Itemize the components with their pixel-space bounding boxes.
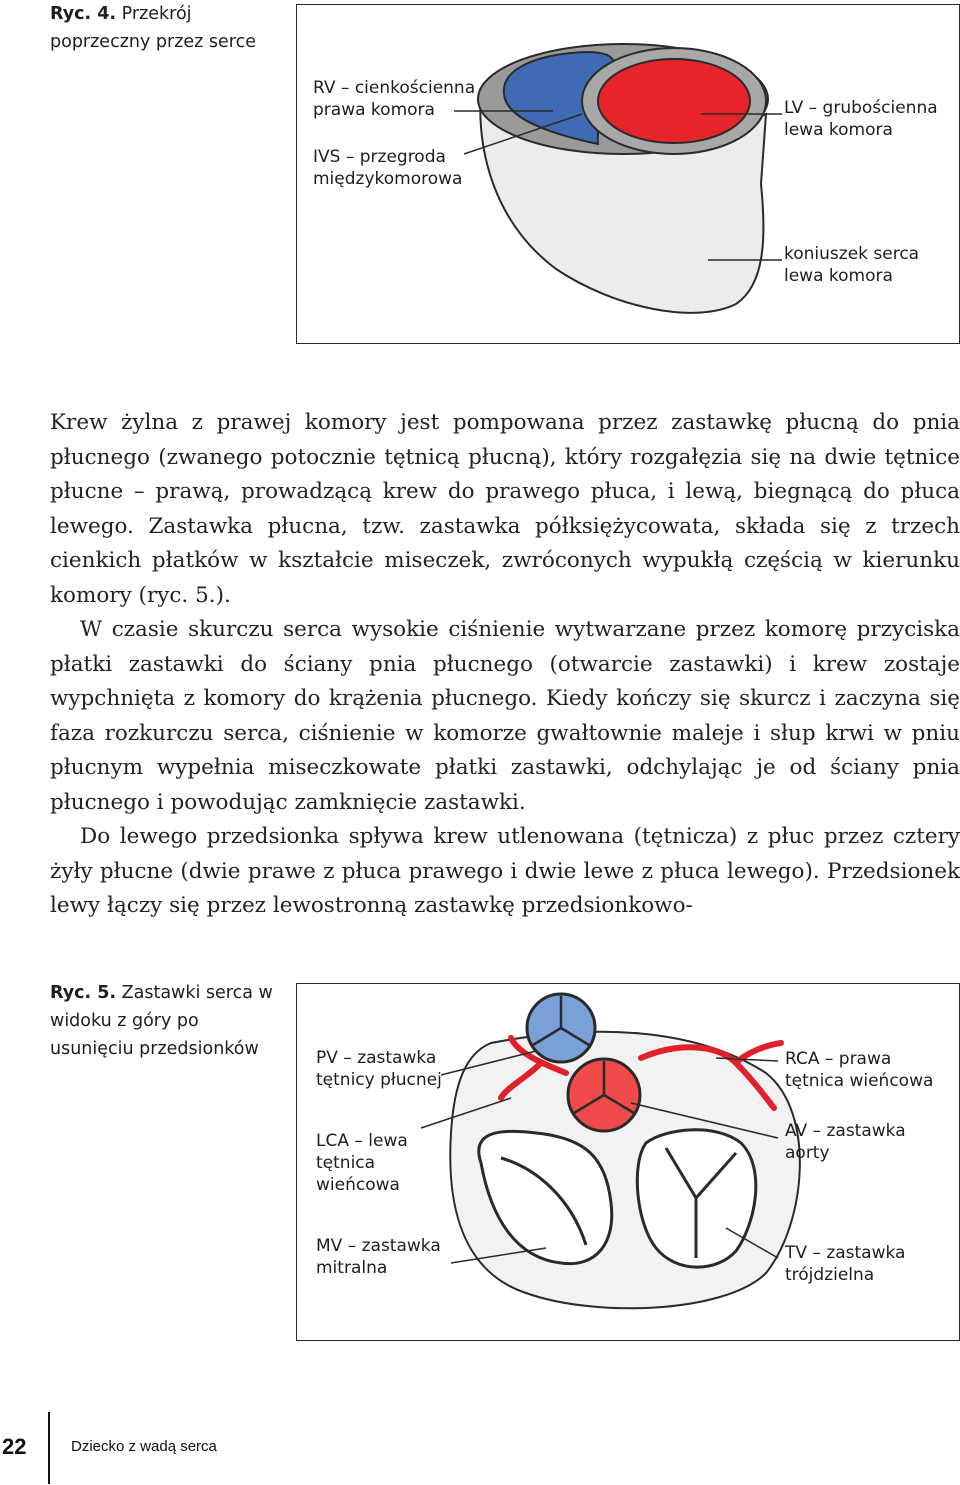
rca-label: RCA – prawa tętnica wieńcowa (785, 1049, 934, 1091)
lca-label: LCA – lewa tętnica wieńcowa (316, 1131, 408, 1195)
rv-label: RV – cienkościenna prawa komora (313, 78, 476, 120)
footer-divider (48, 1412, 50, 1484)
paragraph-3: Do lewego przedsionka spływa krew utlenowana (tętnicza) z płuc przez cztery żyły płucne (dwie prawe z płuca prawego i dwie lewe z płuca lewego). Przedsionek lewy łączy się przez lewostronną zastawkę przedsionkowo- (50, 824, 960, 918)
mv-label: MV – zastawka mitralna (316, 1236, 441, 1278)
paragraph-1: Krew żylna z prawej komory jest pompowana przez zastawkę płucną do pnia płucnego (zwanego potocznie tętnicą płucną), który rozgałęzia się na dwie tętnice płucne – prawą, prowadzącą krew do prawego płuca, i lewą, biegnącą do płuca lewego. Zastawka płucna, tzw. zastawka półksiężycowata, składa się z trzech cienkich płatków w kształcie miseczek, zwróconych wypukłą częścią w kierunku komory (ryc. 5.). (50, 410, 960, 608)
book-title: Dziecko z wadą serca (71, 1438, 217, 1455)
fig5-caption (50, 979, 280, 1063)
apex-label: koniuszek serca lewa komora (784, 244, 920, 286)
fig4-caption-number: Ryc. 4. (50, 4, 117, 24)
pv-label: PV – zastawka tętnicy płucnej (316, 1048, 442, 1090)
fig4-caption-text: Przekrój poprzeczny przez serce (50, 4, 256, 52)
body-text (50, 406, 960, 924)
ivs-label: IVS – przegroda międzykomorowa (313, 147, 463, 189)
fig5-caption-number: Ryc. 5. (50, 983, 117, 1003)
av-label: AV – zastawka aorty (785, 1121, 906, 1163)
fig5-caption-text: Zastawki serca w widoku z góry po usunięciu przedsionków (50, 983, 273, 1059)
paragraph-2: W czasie skurczu serca wysokie ciśnienie wytwarzane przez komorę przyciska płatki zastawki do ściany pnia płucnego (otwarcie zastawki) i krew zostaje wypchnięta z komory do krążenia płucnego. Kiedy kończy się skurcz i zaczyna się faza rozkurczu serca, ciśnienie w komorze gwałtownie maleje i słup krwi w pniu płucnym wypełnia miseczkowate płatki zastawki, odchylając je od ściany pnia płucnego i powodując zamknięcie zastawki. (50, 617, 960, 815)
left-ventricle (598, 59, 750, 143)
page-number: 22 (2, 1434, 27, 1459)
lv-label: LV – grubościenna lewa komora (784, 98, 938, 140)
tv-label: TV – zastawka trójdzielna (785, 1243, 906, 1285)
fig4-caption (50, 0, 280, 56)
